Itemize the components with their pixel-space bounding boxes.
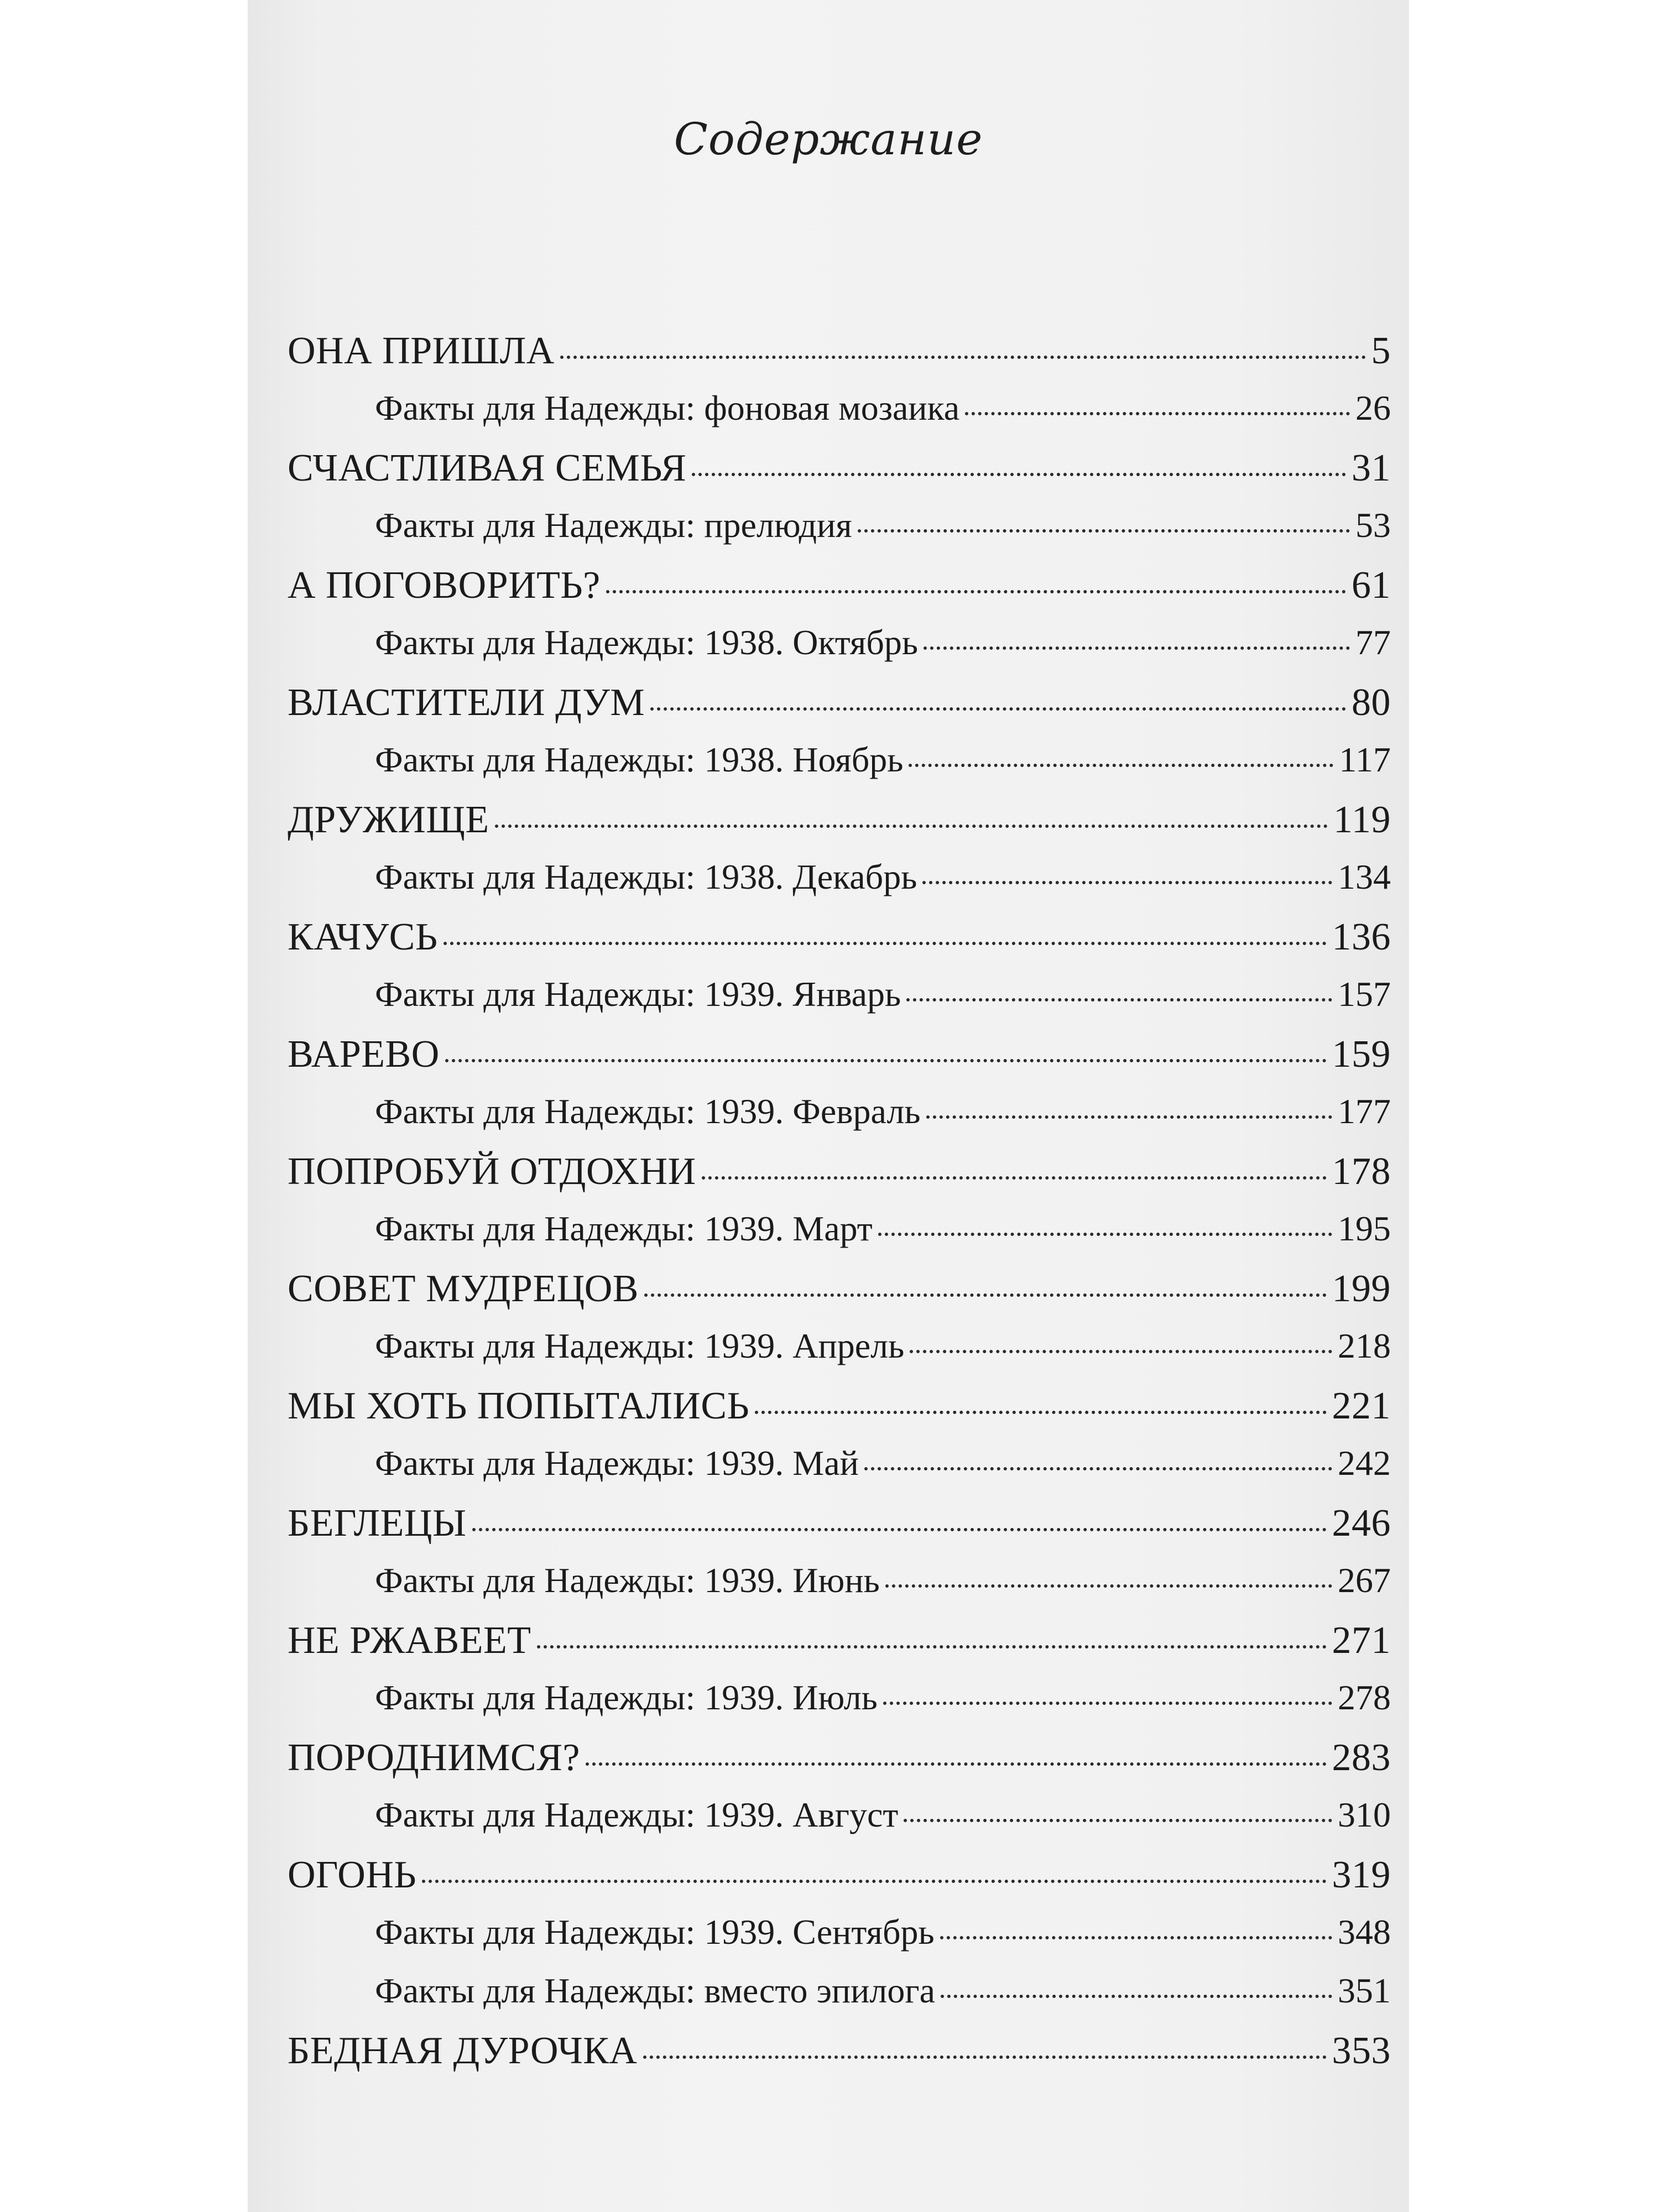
book-page [248, 0, 1409, 2212]
toc-entry-title: СЧАСТЛИВАЯ СЕМЬЯ [288, 447, 687, 489]
toc-facts-row [288, 974, 1391, 1032]
toc-page-number: 221 [1332, 1385, 1391, 1427]
toc-chapter-row [288, 1150, 1391, 1208]
toc-entry-title: ПОПРОБУЙ ОТДОХНИ [288, 1150, 696, 1193]
dot-leader [864, 1467, 1332, 1470]
toc-facts-row [288, 505, 1391, 564]
dot-leader [755, 1411, 1326, 1414]
dot-leader [858, 529, 1350, 533]
toc-entry-title: Факты для Надежды: 1939. Февраль [375, 1092, 921, 1131]
toc-page-number: 271 [1332, 1619, 1391, 1662]
toc-page-number: 61 [1352, 564, 1391, 607]
toc-page-number: 26 [1355, 388, 1391, 427]
toc-facts-row [288, 388, 1391, 446]
toc-chapter-row [288, 1736, 1391, 1794]
dot-leader [926, 1115, 1332, 1119]
dot-leader [965, 412, 1350, 415]
toc-page-number: 351 [1338, 1971, 1391, 2010]
toc-facts-row [288, 1970, 1391, 2029]
dot-leader [883, 1702, 1332, 1705]
dot-leader [537, 1645, 1327, 1648]
toc-page-number: 117 [1339, 740, 1391, 779]
dot-leader [910, 1350, 1332, 1353]
dot-leader [650, 707, 1346, 711]
dot-leader [422, 1880, 1326, 1883]
dot-leader [922, 881, 1332, 884]
toc-page-number: 159 [1332, 1033, 1391, 1076]
dot-leader [445, 1059, 1327, 1062]
dot-leader [702, 1176, 1327, 1180]
toc-entry-title: СОВЕТ МУДРЕЦОВ [288, 1267, 639, 1310]
toc-page-number: 348 [1338, 1912, 1391, 1952]
toc-chapter-row [288, 1267, 1391, 1326]
page-title: Содержание [674, 113, 983, 165]
toc-page-number: 5 [1371, 330, 1391, 372]
toc-entry-title: Факты для Надежды: 1939. Август [375, 1795, 899, 1834]
toc-entry-title: НЕ РЖАВЕЕТ [288, 1619, 531, 1662]
toc-entry-title: Факты для Надежды: 1939. Апрель [375, 1326, 905, 1365]
toc-entry-title: Факты для Надежды: фоновая мозаика [375, 388, 960, 427]
toc-facts-row [288, 1208, 1391, 1267]
toc-facts-row [288, 1794, 1391, 1853]
toc-chapter-row [288, 446, 1391, 505]
toc-chapter-row [288, 681, 1391, 739]
toc-entry-title: ВАРЕВО [288, 1033, 440, 1076]
toc-entry-title: Факты для Надежды: 1938. Ноябрь [375, 740, 904, 779]
toc-entry-title: Факты для Надежды: 1939. Январь [375, 974, 901, 1014]
toc-entry-title: ПОРОДНИМСЯ? [288, 1736, 580, 1779]
toc-entry-title: ВЛАСТИТЕЛИ ДУМ [288, 681, 645, 724]
toc-page-number: 319 [1332, 1854, 1391, 1896]
toc-facts-row [288, 1912, 1391, 1970]
toc-page-number: 134 [1338, 857, 1391, 896]
toc-page-number: 177 [1338, 1092, 1391, 1131]
toc-page-number: 310 [1338, 1795, 1391, 1834]
dot-leader [885, 1584, 1332, 1588]
toc-page-number: 157 [1338, 974, 1391, 1014]
dot-leader [878, 1233, 1332, 1236]
toc-page-number: 353 [1332, 2030, 1391, 2072]
toc-chapter-row [288, 1384, 1391, 1443]
toc-page-number: 218 [1338, 1326, 1391, 1365]
toc-page-number: 199 [1332, 1267, 1391, 1310]
table-of-contents [288, 329, 1391, 2088]
toc-facts-row [288, 739, 1391, 798]
toc-chapter-row [288, 915, 1391, 974]
dot-leader [941, 1995, 1332, 1998]
toc-page-number: 31 [1352, 447, 1391, 489]
dot-leader [472, 1528, 1327, 1531]
toc-entry-title: Факты для Надежды: 1939. Июнь [375, 1561, 880, 1600]
toc-chapter-row [288, 1619, 1391, 1677]
toc-page-number: 246 [1332, 1502, 1391, 1545]
toc-chapter-row [288, 564, 1391, 622]
toc-facts-row [288, 622, 1391, 681]
toc-chapter-row [288, 798, 1391, 857]
toc-entry-title: КАЧУСЬ [288, 916, 438, 958]
dot-leader [909, 764, 1333, 767]
toc-facts-row [288, 1677, 1391, 1736]
toc-page-number: 80 [1352, 681, 1391, 724]
toc-facts-row [288, 857, 1391, 915]
toc-facts-row [288, 1091, 1391, 1150]
toc-entry-title: ДРУЖИЩЕ [288, 799, 489, 841]
toc-entry-title: БЕДНАЯ ДУРОЧКА [288, 2030, 638, 2072]
toc-chapter-row [288, 1032, 1391, 1091]
toc-entry-title: ОГОНЬ [288, 1854, 417, 1896]
dot-leader [495, 825, 1328, 828]
toc-facts-row [288, 1443, 1391, 1501]
toc-entry-title: Факты для Надежды: вместо эпилога [375, 1971, 935, 2010]
toc-page-number: 53 [1355, 505, 1391, 545]
toc-chapter-row [288, 329, 1391, 388]
toc-page-number: 267 [1338, 1561, 1391, 1600]
dot-leader [560, 356, 1366, 359]
toc-page-number: 178 [1332, 1150, 1391, 1193]
toc-facts-row [288, 1560, 1391, 1619]
toc-page-number: 283 [1332, 1736, 1391, 1779]
dot-leader [444, 942, 1327, 945]
dot-leader [904, 1819, 1332, 1822]
dot-leader [606, 590, 1346, 593]
toc-chapter-row [288, 1853, 1391, 1912]
toc-entry-title: Факты для Надежды: 1939. Март [375, 1209, 873, 1248]
toc-entry-title: А ПОГОВОРИТЬ? [288, 564, 601, 607]
toc-page-number: 77 [1355, 623, 1391, 662]
dot-leader [692, 473, 1346, 476]
dot-leader [924, 646, 1350, 650]
toc-entry-title: Факты для Надежды: 1938. Декабрь [375, 857, 917, 896]
toc-page-number: 136 [1332, 916, 1391, 958]
toc-entry-title: Факты для Надежды: 1938. Октябрь [375, 623, 919, 662]
dot-leader [586, 1762, 1327, 1766]
dot-leader [644, 1293, 1327, 1297]
toc-facts-row [288, 1326, 1391, 1384]
toc-entry-title: МЫ ХОТЬ ПОПЫТАЛИСЬ [288, 1385, 750, 1427]
toc-chapter-row [288, 1501, 1391, 1560]
toc-page-number: 119 [1333, 799, 1391, 841]
toc-page-number: 278 [1338, 1678, 1391, 1717]
dot-leader [906, 998, 1332, 1001]
toc-entry-title: Факты для Надежды: 1939. Сентябрь [375, 1912, 935, 1952]
toc-entry-title: БЕГЛЕЦЫ [288, 1502, 467, 1545]
toc-page-number: 242 [1338, 1443, 1391, 1483]
dot-leader [643, 2056, 1327, 2059]
toc-entry-title: Факты для Надежды: прелюдия [375, 505, 852, 545]
toc-entry-title: Факты для Надежды: 1939. Май [375, 1443, 859, 1483]
dot-leader [940, 1936, 1332, 1939]
toc-chapter-row [288, 2029, 1391, 2088]
toc-entry-title: Факты для Надежды: 1939. Июль [375, 1678, 878, 1717]
toc-entry-title: ОНА ПРИШЛА [288, 330, 555, 372]
toc-page-number: 195 [1338, 1209, 1391, 1248]
